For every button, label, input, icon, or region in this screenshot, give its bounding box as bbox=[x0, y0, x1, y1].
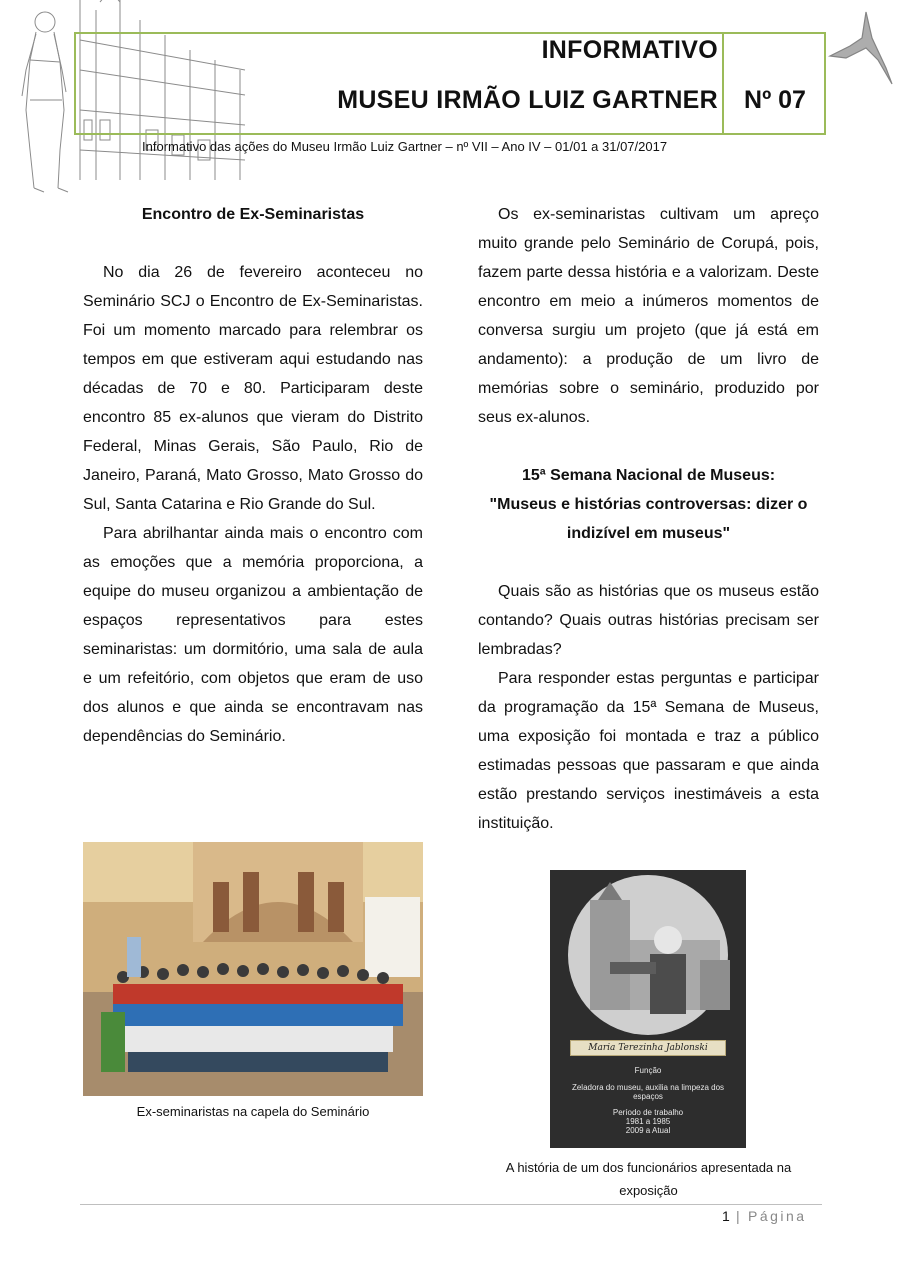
paragraph: Os ex-seminaristas cultivam um apreço muito grande pelo Seminário de Corupá, pois, fazem parte dessa história e a valorizam. Deste encontro em meio a inúmeros momentos de conversa surgiu um projeto (que já está em andamento): a produção de um livro de memórias sobre o seminário, produzido por seus ex-alunos. bbox=[478, 206, 819, 426]
card-employee-name: Maria Terezinha Jablonski bbox=[588, 1043, 708, 1053]
page-separator: | bbox=[736, 1208, 740, 1224]
section-subheading-semana-museus: "Museus e histórias controversas: dizer o indizível em museus" bbox=[489, 496, 808, 542]
card-function-label: Função bbox=[634, 1066, 662, 1075]
page-label: Página bbox=[748, 1208, 807, 1224]
paragraph: Para abrilhantar ainda mais o encontro com as emoções que a memória proporciona, a equipe do museu organizou a ambientação de espaços representativos para estes seminaristas: um dormitório, uma sala de aula e um refeitório, com objetos que eram de uso dos alunos e que ainda se encontravam nas dependências do Seminário. bbox=[83, 525, 423, 745]
left-column bbox=[83, 200, 423, 751]
newsletter-title: INFORMATIVO bbox=[541, 36, 718, 64]
paragraph: Para responder estas perguntas e participar da programação da 15ª Semana de Museus, uma exposição foi montada e traz a público estimadas pessoas que passaram e que ainda estão prestando serviços inestimáveis a esta instituição. bbox=[478, 670, 819, 832]
title-divider bbox=[722, 32, 724, 135]
chapel-group-photo bbox=[83, 842, 423, 1096]
card-function-text: Zeladora do museu, auxilia na limpeza dos espaços bbox=[571, 1083, 725, 1101]
section-heading-semana-museus: 15ª Semana Nacional de Museus: bbox=[521, 467, 776, 484]
right-column bbox=[478, 200, 819, 838]
photo-caption: A história de um dos funcionários apresentada na exposição bbox=[505, 1160, 792, 1198]
card-period-label: Período de trabalho bbox=[612, 1108, 684, 1117]
employee-card-image bbox=[550, 870, 746, 1148]
issue-number: Nº 07 bbox=[744, 86, 806, 114]
bird-sketch-icon bbox=[826, 8, 896, 88]
card-period-1: 1981 a 1985 bbox=[625, 1117, 671, 1126]
photo-caption: Ex-seminaristas na capela do Seminário bbox=[136, 1104, 370, 1119]
footer-divider bbox=[80, 1204, 822, 1205]
paragraph: Quais são as histórias que os museus estão contando? Quais outras histórias precisam ser lembradas? bbox=[478, 583, 819, 658]
card-period-2: 2009 a Atual bbox=[625, 1126, 671, 1135]
newsletter-subtitle: Informativo das ações do Museu Irmão Luiz Gartner – nº VII – Ano IV – 01/01 a 31/07/2017 bbox=[142, 139, 668, 154]
museum-name: MUSEU IRMÃO LUIZ GARTNER bbox=[337, 86, 718, 114]
paragraph: No dia 26 de fevereiro aconteceu no Seminário SCJ o Encontro de Ex-Seminaristas. Foi um momento marcado para relembrar os tempos em que estiveram aqui estudando nas décadas de 70 e 80. Participaram deste encontro 85 ex-alunos que vieram do Distrito Federal, Minas Gerais, São Paulo, Rio de Janeiro, Paraná, Mato Grosso, Mato Grosso do Sul, Santa Catarina e Rio Grande do Sul. bbox=[83, 264, 423, 513]
page-number: 1 bbox=[722, 1208, 730, 1224]
section-heading-ex-seminaristas: Encontro de Ex-Seminaristas bbox=[141, 206, 365, 223]
